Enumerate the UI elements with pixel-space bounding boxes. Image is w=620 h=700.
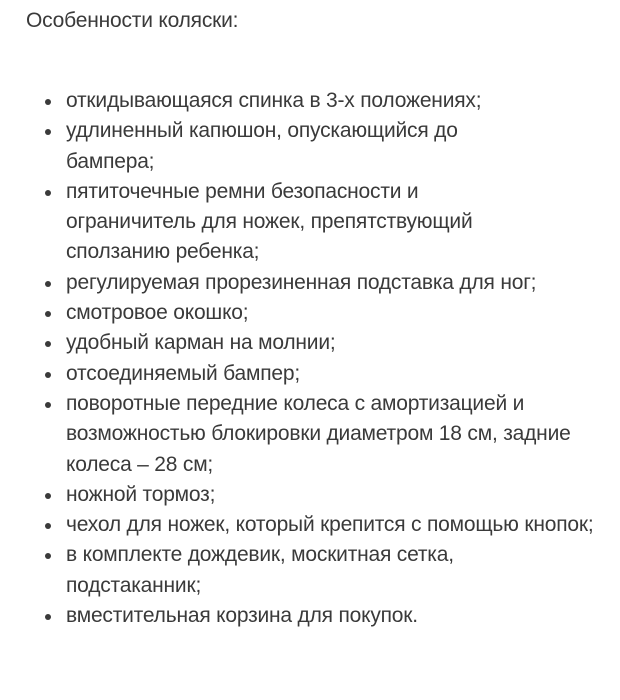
- bullet-icon: [45, 99, 51, 105]
- list-item-text: удобный карман на молнии;: [66, 331, 336, 355]
- bullet-icon: [45, 523, 51, 529]
- list-item: [26, 480, 620, 510]
- list-item: [26, 116, 620, 177]
- bullet-icon: [45, 402, 51, 408]
- list-item: [26, 268, 620, 298]
- bullet-icon: [45, 493, 51, 499]
- bullet-icon: [45, 281, 51, 287]
- list-item: [26, 540, 620, 601]
- list-item-text: смотровое окошко;: [66, 301, 249, 325]
- bullet-icon: [45, 129, 51, 135]
- bullet-icon: [45, 614, 51, 620]
- list-item: [26, 298, 620, 328]
- section-title: Особенности коляски:: [26, 9, 239, 32]
- list-item: [26, 389, 620, 480]
- bullet-icon: [45, 311, 51, 317]
- list-item-text: регулируемая прорезиненная подставка для ног;: [66, 270, 537, 294]
- list-item: [26, 510, 620, 540]
- bullet-icon: [45, 190, 51, 196]
- list-item: [26, 177, 620, 268]
- list-item: [26, 328, 620, 358]
- list-item-text: отсоединяемый бампер;: [66, 361, 300, 385]
- list-item-text: ножной тормоз;: [66, 482, 216, 506]
- bullet-icon: [45, 553, 51, 559]
- list-item-text: вместительная корзина для покупок.: [66, 604, 418, 628]
- list-item-text: поворотные передние колеса с амортизацией и возможностью блокировки диаметром 18 см, задние колеса – 28 см;: [66, 391, 571, 476]
- list-item: [26, 359, 620, 389]
- list-item-text: пятиточечные ремни безопасности и ограничитель для ножек, препятствующий сползанию ребенка;: [66, 179, 473, 264]
- bullet-icon: [45, 372, 51, 378]
- list-item-text: в комплекте дождевик, москитная сетка, подстаканник;: [66, 543, 454, 597]
- bullet-icon: [45, 341, 51, 347]
- list-item-text: откидывающаяся спинка в 3-х положениях;: [66, 89, 482, 112]
- features-list: [26, 86, 620, 631]
- list-item-text: удлиненный капюшон, опускающийся до бампера;: [66, 119, 458, 173]
- list-item: [26, 601, 620, 631]
- list-item-text: чехол для ножек, который крепится с помощью кнопок;: [66, 513, 594, 537]
- list-item: [26, 86, 620, 116]
